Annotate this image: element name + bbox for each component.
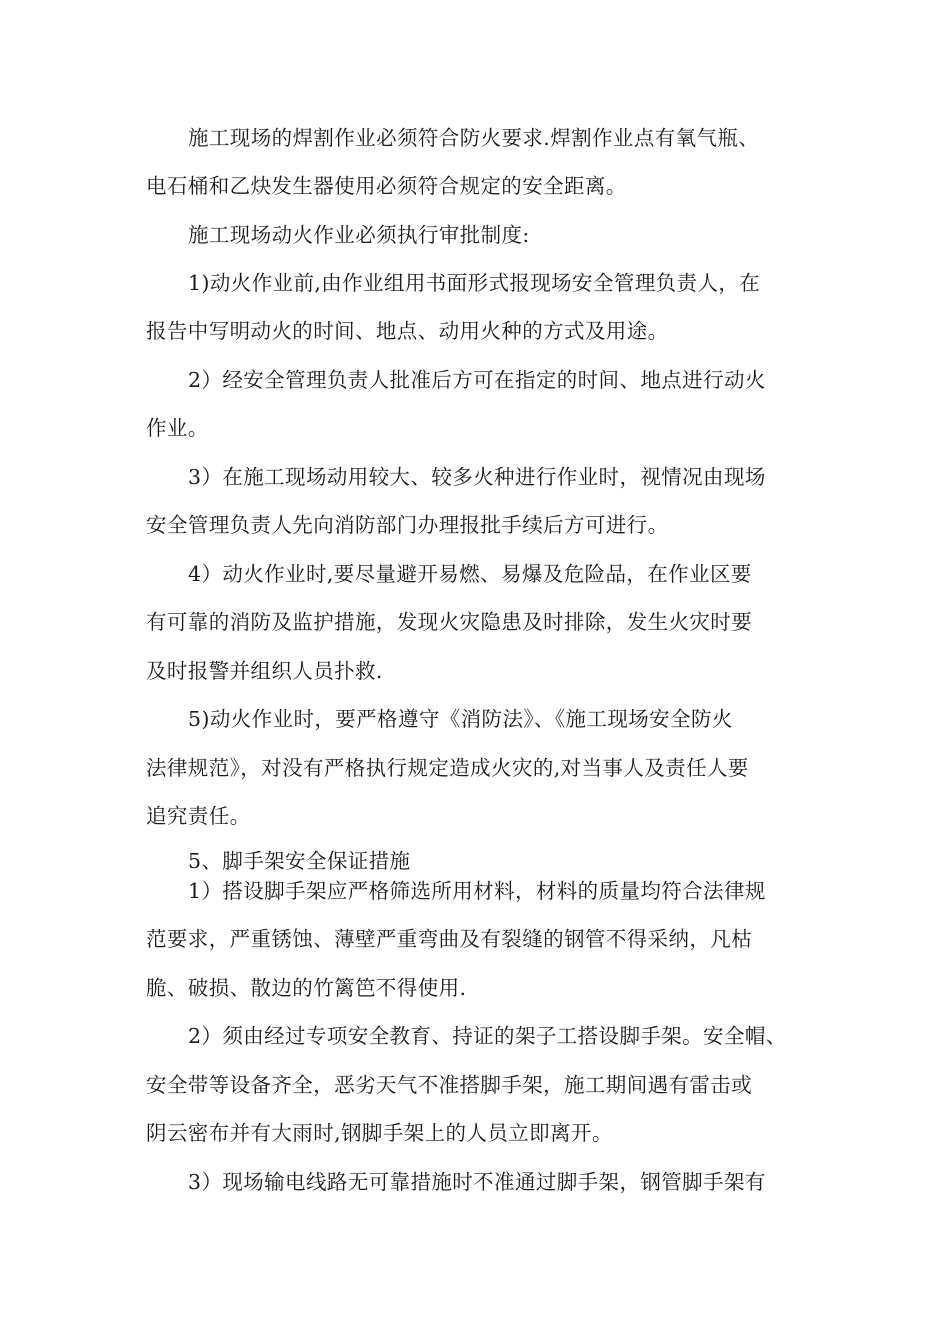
paragraph-line: 施工现场的焊割作业必须符合防火要求.焊割作业点有氧气瓶、: [188, 126, 760, 150]
paragraph-line: 4）动火作业时,要尽量避开易燃、易爆及危险品，在作业区要: [188, 562, 752, 586]
paragraph-line: 及时报警并组织人员扑救.: [146, 659, 383, 683]
paragraph-line: 3）在施工现场动用较大、较多火种进行作业时，视情况由现场: [188, 465, 766, 489]
paragraph-line: 5)动火作业时，要严格遵守《消防法》、《施工现场安全防火: [188, 707, 733, 731]
paragraph-line: 安全带等设备齐全，恶劣天气不准搭脚手架，施工期间遇有雷击或: [146, 1073, 753, 1097]
paragraph-line: 法律规范》，对没有严格执行规定造成火灾的,对当事人及责任人要: [146, 756, 749, 780]
paragraph-line: 作业。: [146, 416, 209, 440]
paragraph-line: 追究责任。: [146, 804, 251, 828]
paragraph-line: 脆、破损、散边的竹篱笆不得使用.: [146, 976, 467, 1000]
paragraph-line: 安全管理负责人先向消防部门办理报批手续后方可进行。: [146, 513, 669, 537]
paragraph-line: 2）经安全管理负责人批准后方可在指定的时间、地点进行动火: [188, 368, 766, 392]
paragraph-line: 3）现场输电线路无可靠措施时不准通过脚手架，钢管脚手架有: [188, 1170, 766, 1194]
paragraph-line: 范要求，严重锈蚀、薄壁严重弯曲及有裂缝的钢管不得采纳，凡枯: [146, 927, 753, 951]
paragraph-line: 报告中写明动火的时间、地点、动用火种的方式及用途。: [146, 319, 669, 343]
paragraph-line: 1)动火作业前,由作业组用书面形式报现场安全管理负责人，在: [188, 271, 761, 295]
paragraph-line: 1）搭设脚手架应严格筛选所用材料，材料的质量均符合法律规: [188, 879, 766, 903]
paragraph-line: 电石桶和乙炔发生器使用必须符合规定的安全距离。: [146, 174, 627, 198]
paragraph-line: 2）须由经过专项安全教育、持证的架子工搭设脚手架。安全帽、: [188, 1024, 787, 1048]
paragraph-line: 阴云密布并有大雨时,钢脚手架上的人员立即离开。: [146, 1121, 613, 1145]
section-heading: 5、脚手架安全保证措施: [188, 849, 411, 873]
paragraph-line: 施工现场动火作业必须执行审批制度:: [188, 223, 530, 247]
paragraph-line: 有可靠的消防及监护措施，发现火灾隐患及时排除，发生火灾时要: [146, 610, 753, 634]
